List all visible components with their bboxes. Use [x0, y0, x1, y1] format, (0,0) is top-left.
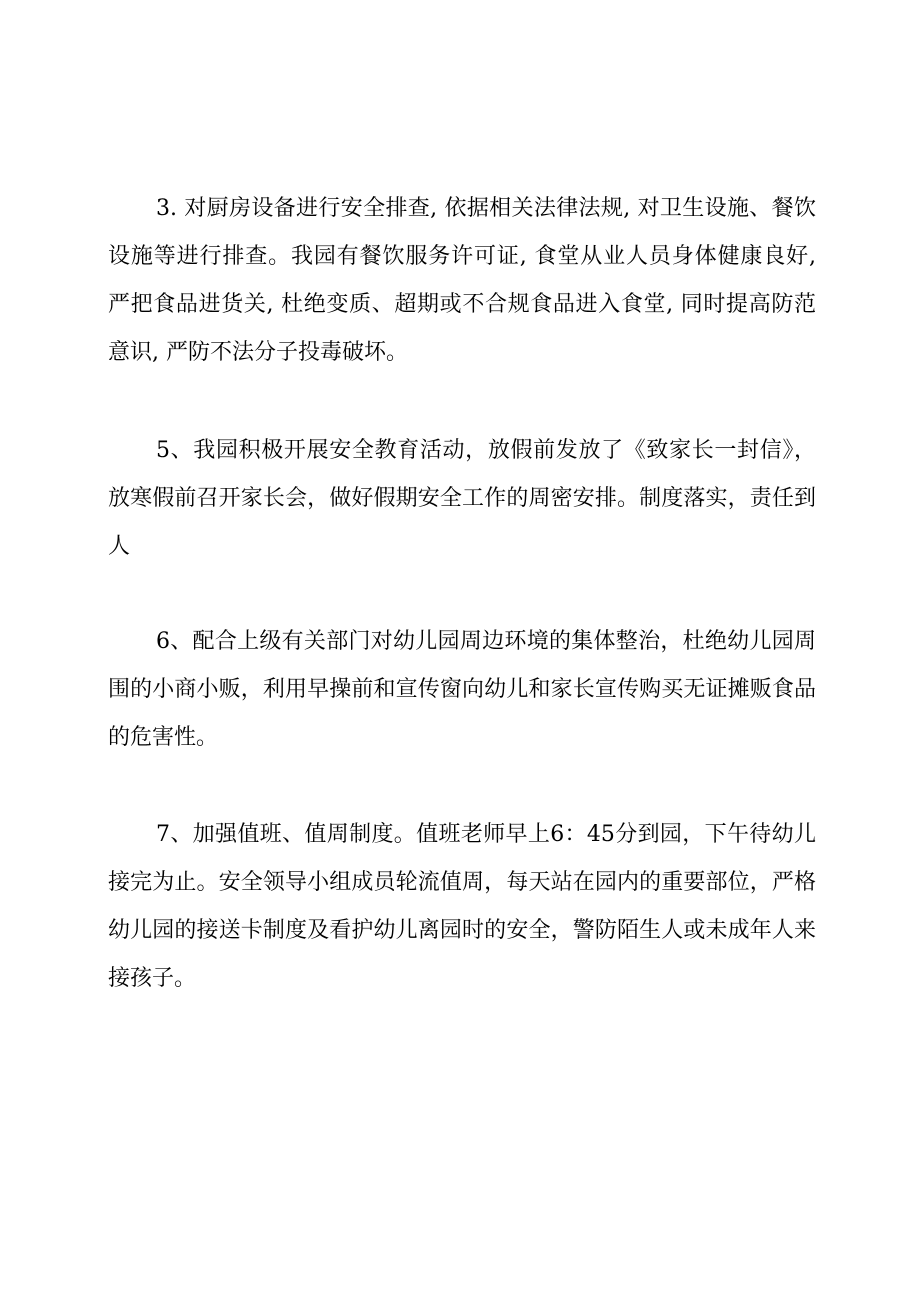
paragraph-7: 7、加强值班、值周制度。值班老师早上6：45分到园，下午待幼儿接完为止。安全领导小组成员轮流值周，每天站在园内的重要部位，严格幼儿园的接送卡制度及看护幼儿离园时的安全，警防陌生人或未成年人来接孩子。 — [108, 822, 816, 991]
paragraph-3: 3. 对厨房设备进行安全排查, 依据相关法律法规, 对卫生设施、餐饮设施等进行排查。我园有餐饮服务许可证, 食堂从业人员身体健康良好, 严把食品进货关, 杜绝变质、超期或不合规食品进入食堂, 同时提高防范意识, 严防不法分子投毒破坏。 — [108, 196, 816, 365]
paragraph-6: 6、配合上级有关部门对幼儿园周边环境的集体整治，杜绝幼儿园周围的小商小贩，利用早操前和宣传窗向幼儿和家长宣传购买无证摊贩食品的危害性。 — [108, 629, 816, 750]
paragraph-5: 5、我园积极开展安全教育活动，放假前发放了《致家长一封信》，放寒假前召开家长会，做好假期安全工作的周密安排。制度落实，责任到人 — [108, 438, 816, 559]
